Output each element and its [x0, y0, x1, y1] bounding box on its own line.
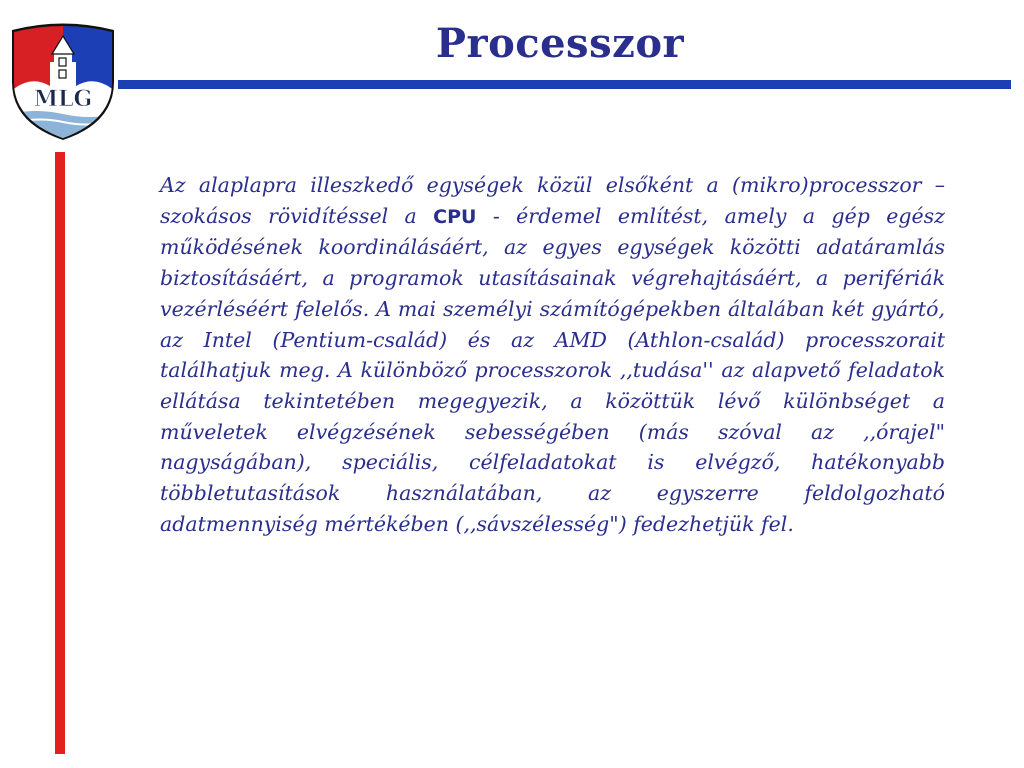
body-paragraph [160, 170, 945, 539]
logo-lettering: MLG [33, 86, 93, 112]
slide-title: Processzor [435, 20, 685, 67]
school-crest-logo [10, 22, 116, 140]
title-underline-rule [118, 80, 1011, 89]
body-text-part-2: - érdemel említést, amely a gép egész működésének koordinálásáért, az egyes egységek közötti adatáramlás biztosításáért, a programok utasításainak végrehajtásáért, a perifériák vezérléséért felelős. A mai személyi számítógépekben általában két gyártó, az Intel (Pentium-család) és az AMD (Athlon-család) processzorait találhatjuk meg. A különböző processzorok ,,tudása'' az alapvető feladatok ellátása tekintetében megegyezik, a közöttük lévő különbséget a műveletek elvégzésének sebességében (más szóval az ,,órajel" nagyságában), speciális, célfeladatokat is elvégző, hatékonyabb többletutasítások használatában, az egyszerre feldolgozható adatmennyiség mértékében (,,sávszélesség") fedezhetjük fel. [160, 203, 945, 536]
cpu-abbreviation: CPU [433, 205, 477, 228]
left-accent-rule [55, 152, 65, 754]
body-text-part-1: Az alaplapra illeszkedő egységek közül elsőként a (mikro)processzor – szokásos rövidítéssel a [160, 173, 945, 228]
